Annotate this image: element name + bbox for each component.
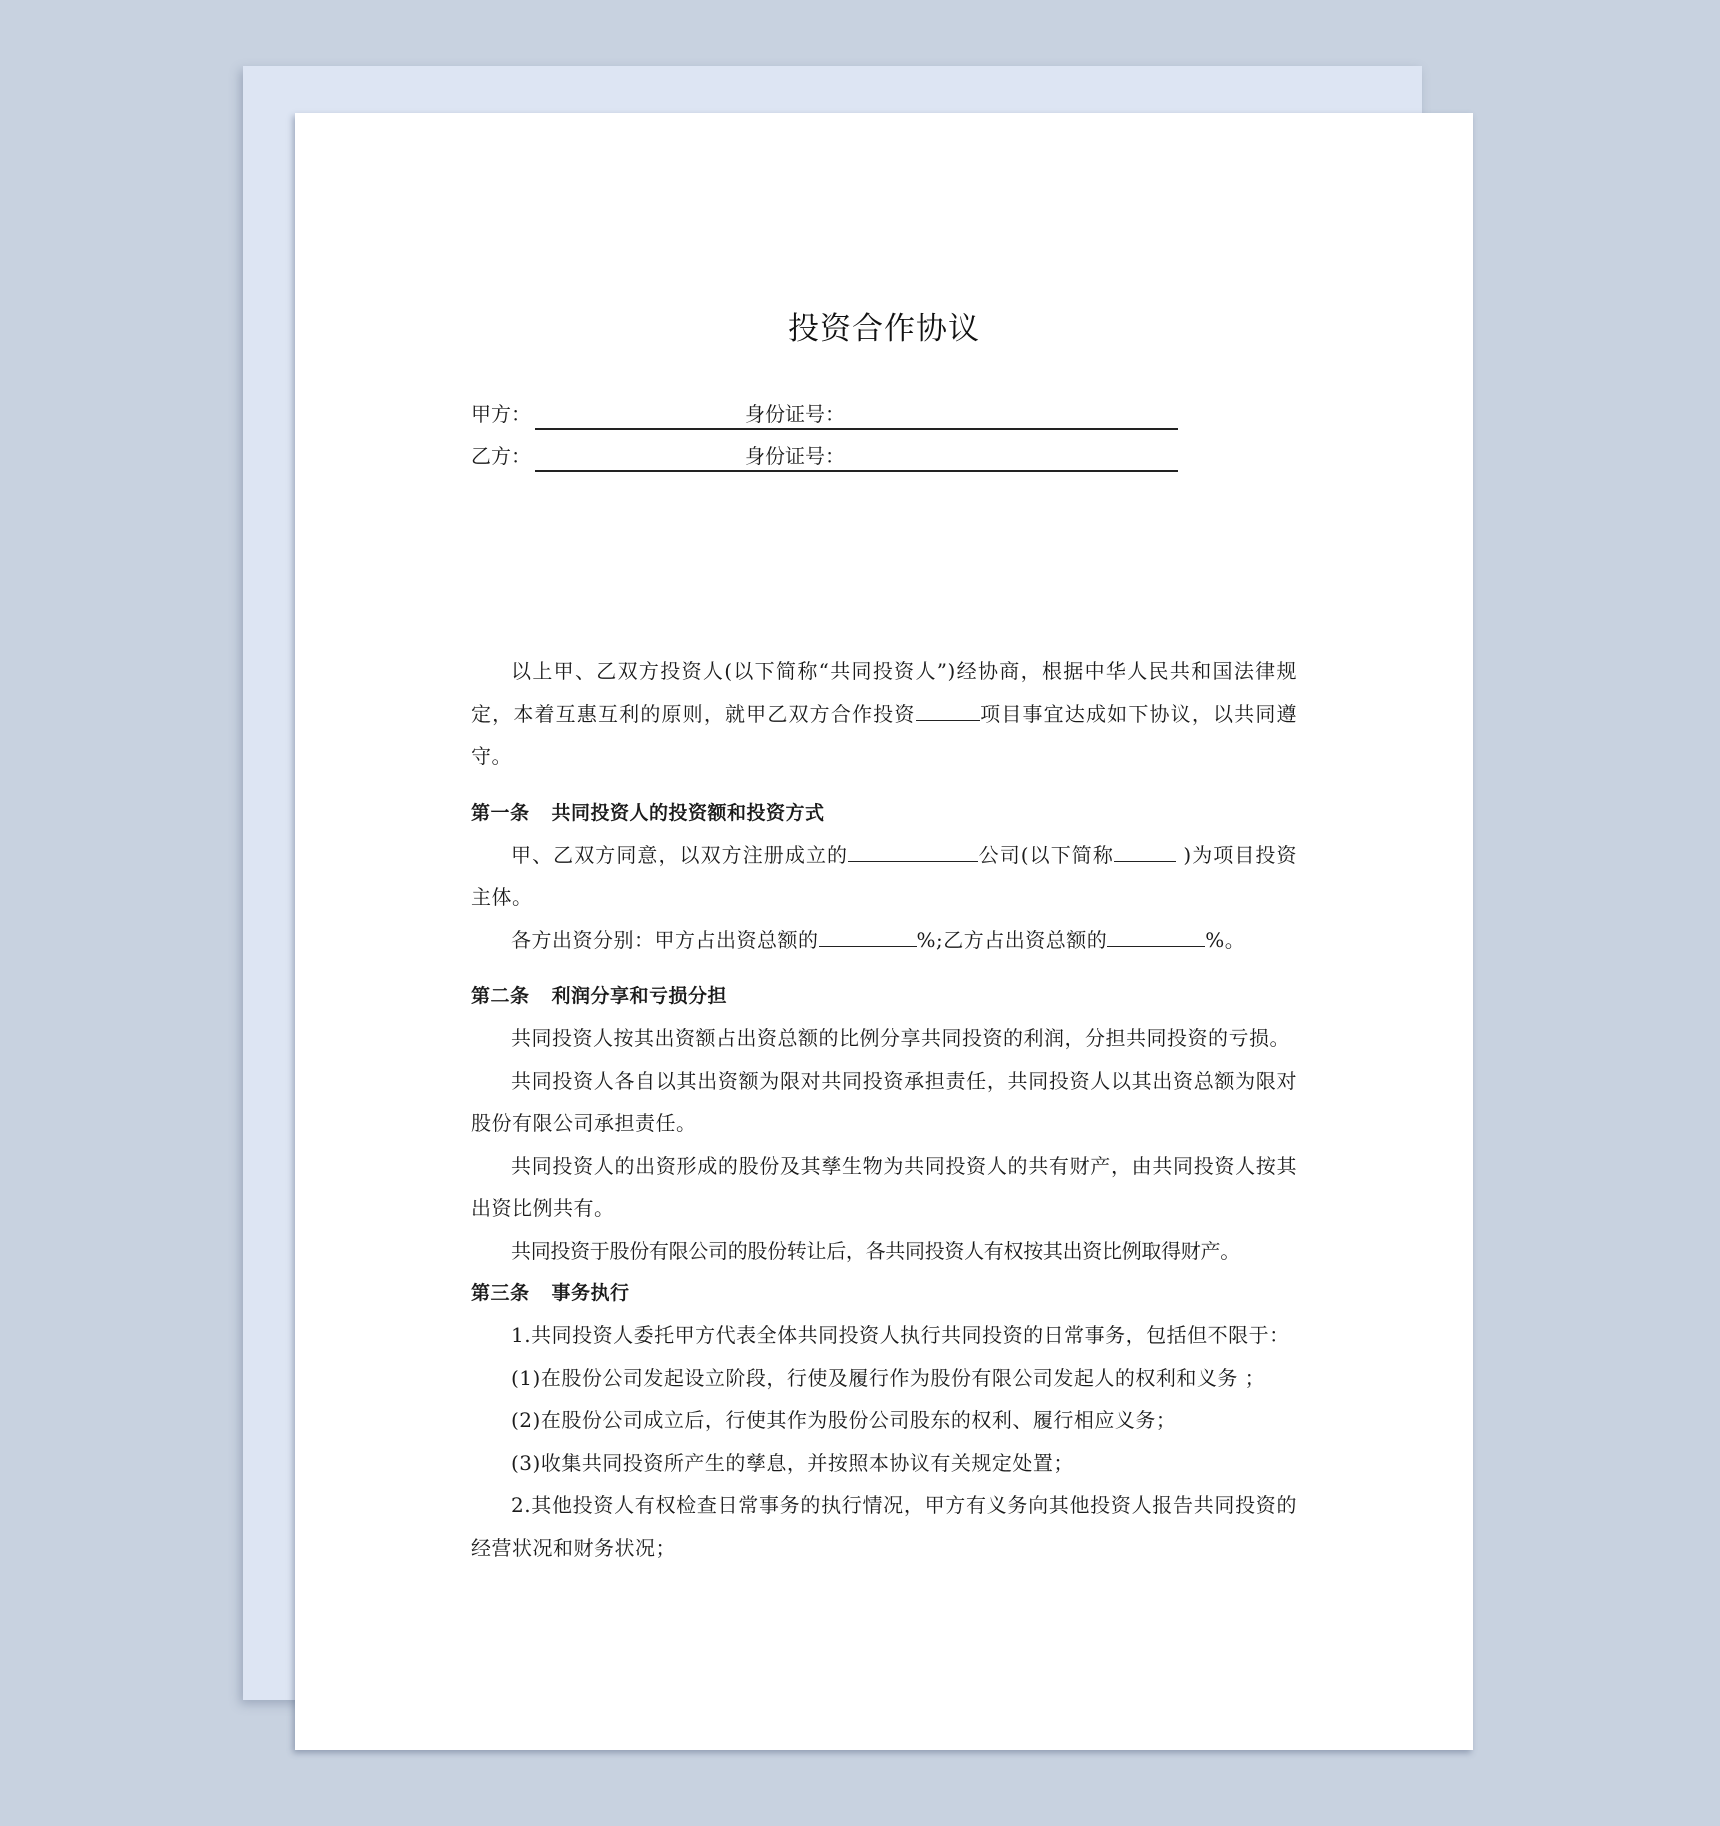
document-page [295,113,1473,1750]
party-b-fill-line[interactable] [535,470,1178,472]
article-1-heading [471,792,1297,834]
article-2-number: 第二条 [471,985,530,1007]
article-1-number: 第一条 [471,801,530,824]
intro-paragraph [471,650,1297,778]
article-1-paragraph-2 [471,919,1297,962]
article-2-paragraph: 共同投资人按其出资额占出资总额的比例分享共同投资的利润，分担共同投资的亏损。 [511,1026,1290,1050]
party-a-fill-line[interactable] [535,428,1178,430]
party-b-percent-blank[interactable] [1107,926,1205,947]
article-3-subitem: (1)在股份公司发起设立阶段，行使及履行作为股份有限公司发起人的权利和义务 ； [511,1365,1266,1390]
document-title: 投资合作协议 [788,311,980,347]
article-2-title: 利润分享和亏损分担 [551,985,728,1007]
project-name-blank[interactable] [916,700,980,721]
party-b-row [471,438,1191,474]
party-a-id-label: 身份证号： [745,402,845,426]
article-2-paragraph: 共同投资人的出资形成的股份及其孳生物为共同投资人的共有财产，由共同投资人按其出资比例共有。 [471,1153,1297,1220]
party-b-id-label: 身份证号： [745,444,845,468]
article-1-p2-text-b: %;乙方占出资总额的 [916,927,1108,952]
article-1-p1-text-b: 公司(以下简称 [978,842,1114,867]
intro-text-2: 项目事宜达成如下协议，以共同遵守。 [471,701,1297,768]
article-3-subitem: (3)收集共同投资所产生的孳息，并按照本协议有关规定处置； [511,1450,1074,1475]
article-2-heading [471,975,1297,1017]
party-b-label: 乙方： [471,444,531,468]
article-3-subitem: (2)在股份公司成立后，行使其作为股份公司股东的权利、履行相应义务； [511,1408,1177,1432]
party-a-percent-blank[interactable] [819,926,917,947]
article-3-paragraph: 2.其他投资人有权检查日常事务的执行情况，甲方有义务向其他投资人报告共同投资的经营状况和财务状况； [471,1493,1297,1560]
party-a-label: 甲方： [471,402,531,426]
company-short-name-blank[interactable] [1114,841,1176,862]
company-name-blank[interactable] [848,841,978,862]
intro-text-1: 以上甲、乙双方投资人(以下简称“共同投资人”)经协商，根据中华人民共和国法律规定，本着互惠互利的原则，就甲乙双方合作投资 [471,659,1297,726]
article-3-paragraph: 1.共同投资人委托甲方代表全体共同投资人执行共同投资的日常事务，包括但不限于： [511,1323,1290,1347]
article-3-heading [471,1272,1297,1314]
article-1-title: 共同投资人的投资额和投资方式 [551,801,825,824]
article-1-p1-text-a: 甲、乙双方同意，以双方注册成立的 [511,842,849,867]
article-1-p2-text-a: 各方出资分别：甲方占出资总额的 [511,927,819,952]
party-a-row [471,396,1191,432]
article-3-title: 事务执行 [551,1282,630,1304]
document-body [471,650,1297,1569]
article-2-paragraph: 共同投资人各自以其出资额为限对共同投资承担责任，共同投资人以其出资总额为限对股份有限公司承担责任。 [471,1068,1297,1135]
article-1-p1-text-c: )为项目投资主体。 [471,842,1297,909]
article-3-number: 第三条 [471,1282,530,1304]
article-2-paragraph: 共同投资于股份有限公司的股份转让后，各共同投资人有权按其出资比例取得财产。 [511,1238,1240,1263]
article-1-p2-text-c: %。 [1205,927,1246,952]
article-1-paragraph-1 [471,834,1297,919]
